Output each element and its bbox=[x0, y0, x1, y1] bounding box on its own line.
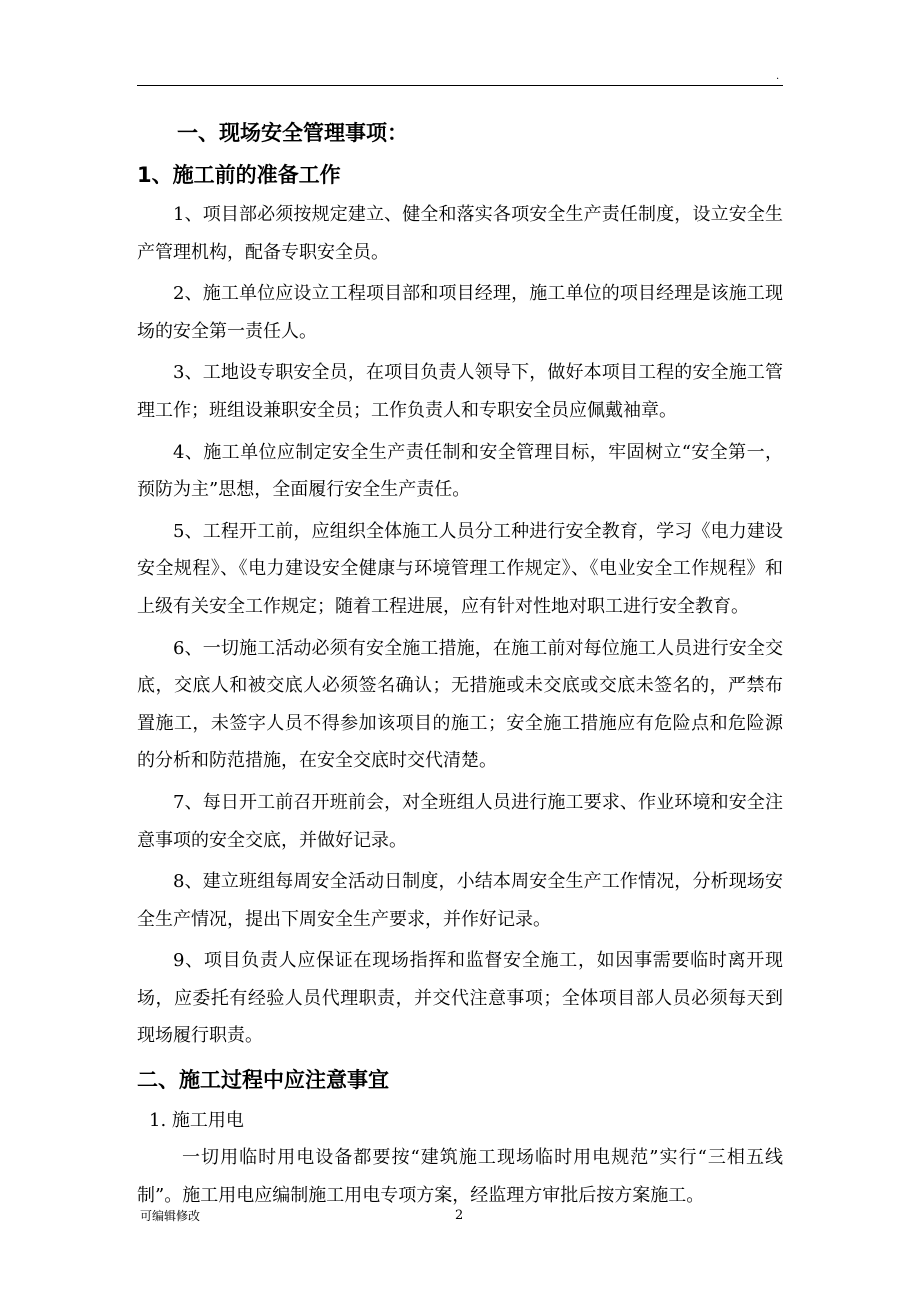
paragraph-item-7: 7、每日开工前召开班前会，对全班组人员进行施工要求、作业环境和安全注意事项的安全交底，并做好记录。 bbox=[137, 791, 783, 851]
header-mark: . bbox=[776, 71, 780, 82]
paragraph-item-5: 5、工程开工前，应组织全体施工人员分工种进行安全教育，学习《电力建设安全规程》、《电力建设安全健康与环境管理工作规定》、《电业安全工作规程》和上级有关安全工作规定；随着工程进展，应有针对性地对职工进行安全教育。 bbox=[137, 520, 783, 617]
paragraph-item-3: 3、工地设专职安全员，在项目负责人领导下，做好本项目工程的安全施工管理工作；班组设兼职安全员；工作负责人和专职安全员应佩戴袖章。 bbox=[137, 362, 783, 421]
paragraph-item-4: 4、施工单位应制定安全生产责任制和安全管理目标，牢固树立“安全第一，预防为主”思想，全面履行安全生产责任。 bbox=[137, 441, 783, 501]
paragraph-item-1: 1、项目部必须按规定建立、健全和落实各项安全生产责任制度，设立安全生产管理机构，配备专职安全员。 bbox=[137, 204, 783, 263]
header-rule bbox=[137, 85, 783, 86]
sub-item-power: 1. 施工用电 bbox=[149, 1110, 244, 1132]
section-title-2: 二、施工过程中应注意事宜 bbox=[137, 1068, 389, 1093]
subsection-title-1: 1、施工前的准备工作 bbox=[137, 163, 341, 187]
document-body bbox=[137, 116, 783, 1214]
paragraph-item-2: 2、施工单位应设立工程项目部和项目经理，施工单位的项目经理是该施工现场的安全第一责任人。 bbox=[137, 283, 783, 342]
paragraph-item-9: 9、项目负责人应保证在现场指挥和监督安全施工，如因事需要临时离开现场，应委托有经验人员代理职责，并交代注意事项；全体项目部人员必须每天到现场履行职责。 bbox=[137, 950, 783, 1047]
section-title-1: 一、现场安全管理事项： bbox=[177, 121, 408, 145]
paragraph-power: 一切用临时用电设备都要按“建筑施工现场临时用电规范”实行“三相五线制”。施工用电应编制施工用电专项方案，经监理方审批后按方案施工。 bbox=[137, 1147, 783, 1206]
paragraph-item-6: 6、一切施工活动必须有安全施工措施，在施工前对每位施工人员进行安全交底，交底人和被交底人必须签名确认；无措施或未交底或交底未签名的，严禁布置施工，未签字人员不得参加该项目的施工；安全施工措施应有危险点和危险源的分析和防范措施，在安全交底时交代清楚。 bbox=[137, 637, 783, 772]
page-number: 2 bbox=[455, 1208, 464, 1223]
paragraph-item-8: 8、建立班组每周安全活动日制度，小结本周安全生产工作情况，分析现场安全生产情况，提出下周安全生产要求，并作好记录。 bbox=[137, 871, 783, 930]
footer-editable-note: 可编辑修改 bbox=[140, 1209, 201, 1223]
